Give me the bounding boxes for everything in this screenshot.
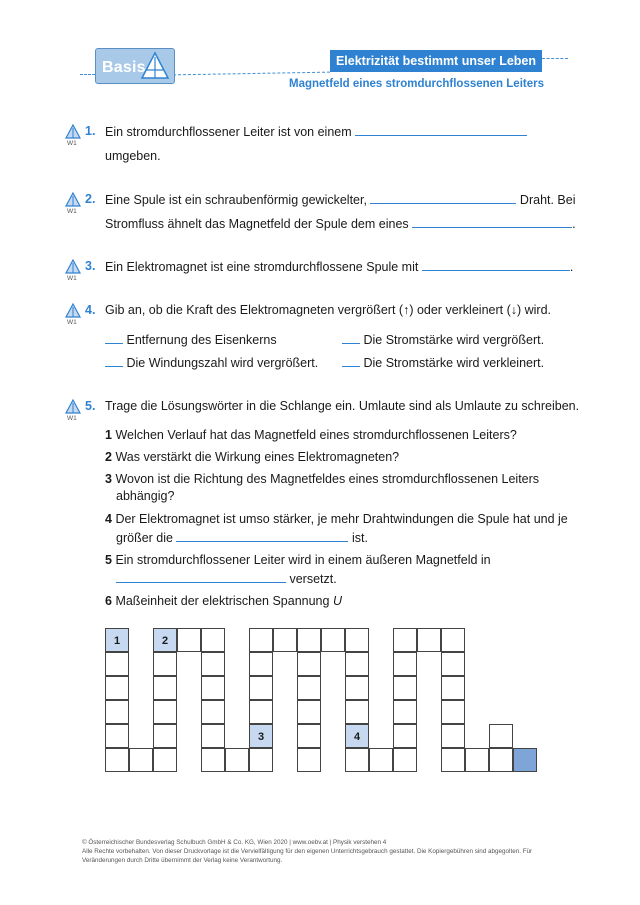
clue-text: ist.: [351, 531, 368, 545]
grid-cell-numbered[interactable]: 1: [105, 628, 129, 652]
grid-cell[interactable]: [441, 676, 465, 700]
clue-2: [105, 450, 399, 464]
question-text: Trage die Lösungswörter in die Schlange ein. Umlaute sind als Umlaute zu schreiben.: [105, 399, 580, 413]
grid-cell[interactable]: [249, 700, 273, 724]
clue-text: Der Elektromagnet ist umso stärker, je mehr Drahtwindungen die Spule hat und je: [115, 512, 568, 526]
header-dash-mid: [173, 72, 330, 76]
clue-variable: U: [332, 594, 342, 608]
grid-cell[interactable]: [417, 628, 441, 652]
grid-cell[interactable]: [153, 652, 177, 676]
grid-cell[interactable]: [177, 628, 201, 652]
clue-3-cont: [116, 489, 174, 503]
option-2: [342, 332, 544, 347]
option-1: [105, 332, 277, 347]
answer-blank[interactable]: [105, 332, 123, 344]
grid-cell[interactable]: [441, 700, 465, 724]
clue-5-cont: [116, 571, 337, 586]
grid-cell-end: [513, 748, 537, 772]
answer-blank[interactable]: [370, 192, 516, 204]
grid-cell[interactable]: [297, 652, 321, 676]
answer-blank[interactable]: [342, 355, 360, 367]
header-dash-left: [80, 74, 95, 75]
option-text: Die Windungszahl wird vergrößert.: [126, 356, 319, 370]
grid-cell[interactable]: [345, 652, 369, 676]
grid-cell[interactable]: [129, 748, 153, 772]
grid-cell[interactable]: [249, 628, 273, 652]
grid-cell[interactable]: [153, 676, 177, 700]
answer-blank[interactable]: [355, 124, 527, 136]
option-4: [342, 355, 544, 370]
question-4-line-1: [105, 303, 551, 317]
question-text: umgeben.: [105, 149, 161, 163]
question-number: 4.: [85, 303, 96, 317]
level-label: W1: [67, 319, 77, 326]
clue-text: Ein stromdurchflossener Leiter wird in einem äußeren Magnetfeld in: [115, 553, 491, 567]
grid-cell[interactable]: [201, 748, 225, 772]
grid-cell[interactable]: [201, 652, 225, 676]
grid-cell[interactable]: [441, 748, 465, 772]
clue-text: versetzt.: [289, 572, 337, 586]
grid-cell[interactable]: [297, 700, 321, 724]
clue-text: Wovon ist die Richtung des Magnetfeldes eines stromdurchflossenen Leiters: [115, 472, 540, 486]
clue-number: 5: [105, 553, 112, 567]
triangle-logo-icon: [140, 51, 170, 81]
question-number: 1.: [85, 124, 96, 138]
grid-cell-numbered[interactable]: 3: [249, 724, 273, 748]
grid-cell-numbered[interactable]: 2: [153, 628, 177, 652]
question-text: Eine Spule ist ein schraubenförmig gewickelter,: [105, 193, 367, 207]
question-number: 2.: [85, 192, 96, 206]
level-label: W1: [67, 415, 77, 422]
grid-cell[interactable]: [321, 628, 345, 652]
question-text: Gib an, ob die Kraft des Elektromagneten vergrößert (↑) oder verkleinert (↓) wird.: [105, 303, 552, 317]
question-text: .: [569, 260, 574, 274]
basis-logo: [95, 48, 175, 84]
answer-blank[interactable]: [342, 332, 360, 344]
clue-4-cont: [116, 530, 368, 545]
answer-blank[interactable]: [116, 571, 286, 583]
question-text: Ein stromdurchflossener Leiter ist von einem: [105, 125, 352, 139]
question-1-line-2: [105, 149, 161, 163]
option-3: [105, 355, 318, 370]
grid-cell[interactable]: [393, 700, 417, 724]
clue-5: [105, 553, 491, 567]
grid-cell[interactable]: [489, 724, 513, 748]
grid-cell-numbered[interactable]: 4: [345, 724, 369, 748]
clue-text: Was verstärkt die Wirkung eines Elektromagneten?: [115, 450, 400, 464]
grid-cell[interactable]: [393, 628, 417, 652]
clue-text: abhängig?: [116, 489, 175, 503]
grid-cell[interactable]: [249, 748, 273, 772]
page-subtitle: Magnetfeld eines stromdurchflossenen Leiters: [289, 78, 544, 90]
option-text: Entfernung des Eisenkerns: [126, 333, 277, 347]
footer: [82, 838, 562, 865]
clue-number: 6: [105, 594, 112, 608]
answer-blank[interactable]: [422, 259, 570, 271]
question-2-line-1: [105, 192, 576, 207]
grid-cell[interactable]: [465, 748, 489, 772]
grid-cell[interactable]: [441, 628, 465, 652]
grid-cell[interactable]: [441, 652, 465, 676]
grid-cell[interactable]: [105, 652, 129, 676]
grid-cell[interactable]: [345, 628, 369, 652]
grid-cell[interactable]: [393, 676, 417, 700]
grid-cell[interactable]: [201, 676, 225, 700]
answer-blank[interactable]: [105, 355, 123, 367]
grid-cell[interactable]: [201, 700, 225, 724]
grid-cell[interactable]: [297, 724, 321, 748]
option-text: Die Stromstärke wird vergrößert.: [363, 333, 545, 347]
grid-cell[interactable]: [393, 724, 417, 748]
grid-cell[interactable]: [249, 652, 273, 676]
grid-cell[interactable]: [345, 676, 369, 700]
level-label: W1: [67, 275, 77, 282]
clue-text: Maßeinheit der elektrischen Spannung: [115, 594, 330, 608]
grid-cell[interactable]: [105, 676, 129, 700]
grid-cell[interactable]: [441, 724, 465, 748]
level-label: W1: [67, 208, 77, 215]
grid-cell[interactable]: [393, 652, 417, 676]
basis-logo-label: Basis: [102, 59, 146, 76]
question-text: Ein Elektromagnet ist eine stromdurchflossene Spule mit: [105, 260, 419, 274]
grid-cell[interactable]: [345, 700, 369, 724]
level-label: W1: [67, 140, 77, 147]
grid-cell[interactable]: [489, 748, 513, 772]
clue-4: [105, 512, 568, 526]
grid-cell[interactable]: [249, 676, 273, 700]
grid-cell[interactable]: [153, 700, 177, 724]
question-2-line-2: [105, 216, 576, 231]
answer-blank[interactable]: [412, 216, 572, 228]
clue-text: größer die: [116, 531, 173, 545]
grid-cell[interactable]: [369, 748, 393, 772]
clue-6: [105, 594, 342, 608]
option-text: Die Stromstärke wird verkleinert.: [363, 356, 545, 370]
grid-cell[interactable]: [153, 748, 177, 772]
header-dash-right: [542, 58, 568, 59]
grid-cell[interactable]: [105, 700, 129, 724]
grid-cell[interactable]: [297, 628, 321, 652]
clue-number: 4: [105, 512, 112, 526]
grid-cell[interactable]: [393, 748, 417, 772]
clue-1: [105, 428, 517, 442]
clue-text: Welchen Verlauf hat das Magnetfeld eines stromdurchflossenen Leiters?: [115, 428, 517, 442]
grid-cell[interactable]: [297, 676, 321, 700]
grid-cell[interactable]: [153, 724, 177, 748]
grid-cell[interactable]: [201, 724, 225, 748]
footer-rights: Alle Rechte vorbehalten. Von dieser Druckvorlage ist die Vervielfältigung für den eigenen Unterrichtsgebrauch gestattet. Die Kopiergebühren sind abgegolten. Für: [82, 848, 533, 855]
clue-number: 1: [105, 428, 112, 442]
question-text: Stromfluss ähnelt das Magnetfeld der Spule dem eines: [105, 217, 409, 231]
question-number: 3.: [85, 259, 96, 273]
grid-cell[interactable]: [105, 748, 129, 772]
grid-cell[interactable]: [105, 724, 129, 748]
grid-cell[interactable]: [201, 628, 225, 652]
question-text: Draht. Bei: [519, 193, 576, 207]
question-number: 5.: [85, 399, 96, 413]
footer-disclaimer: Veränderungen durch Dritte übernimmt der Verlag keine Verantwortung.: [82, 857, 283, 864]
question-text: .: [572, 217, 576, 231]
answer-blank[interactable]: [176, 530, 348, 542]
grid-cell[interactable]: [297, 748, 321, 772]
footer-copyright: © Österreichischer Bundesverlag Schulbuch GmbH & Co. KG, Wien 2020 | www.oebv.at | Physik verstehen 4: [82, 839, 387, 846]
chapter-banner: Elektrizität bestimmt unser Leben: [330, 50, 542, 72]
question-1-line-1: [105, 124, 527, 139]
question-3-line-1: [105, 259, 573, 274]
grid-cell[interactable]: [225, 748, 249, 772]
clue-number: 3: [105, 472, 112, 486]
clue-3: [105, 472, 539, 486]
question-5-line-1: [105, 399, 579, 413]
grid-cell[interactable]: [345, 748, 369, 772]
grid-cell[interactable]: [273, 628, 297, 652]
clue-number: 2: [105, 450, 112, 464]
